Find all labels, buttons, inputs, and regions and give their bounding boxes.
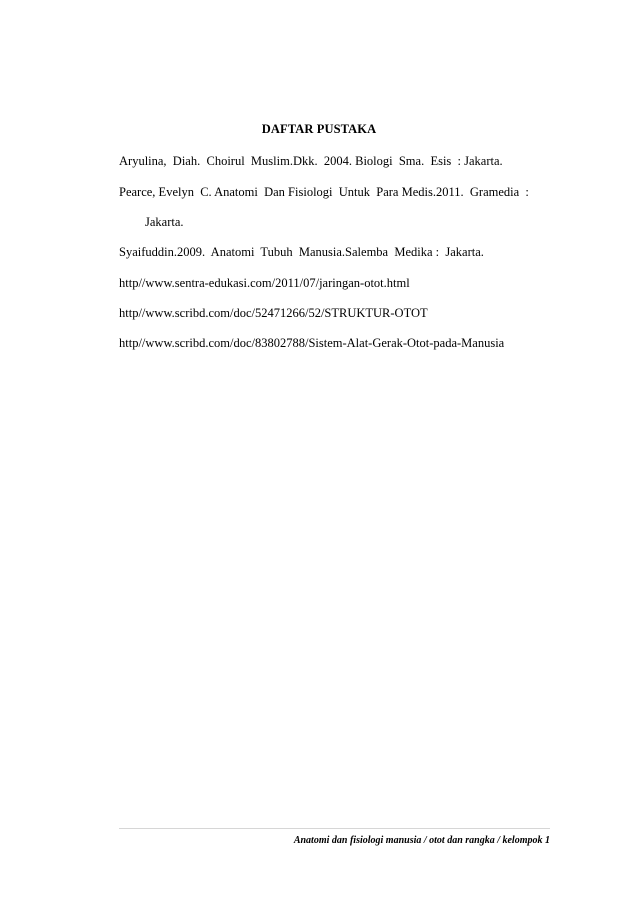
reference-url-scribd-sistem-alat-gerak: http//www.scribd.com/doc/83802788/Sistem-Alat-Gerak-Otot-pada-Manusia xyxy=(119,336,505,350)
reference-url-scribd-struktur-otot: http//www.scribd.com/doc/52471266/52/STRUKTUR-OTOT xyxy=(119,306,428,320)
reference-pearce: Pearce, Evelyn C. Anatomi Dan Fisiologi Untuk Para Medis.2011. Gramedia : xyxy=(119,185,529,199)
page-footer: Anatomi dan fisiologi manusia / otot dan rangka / kelompok 1 xyxy=(293,835,550,846)
reference-aryulina: Aryulina, Diah. Choirul Muslim.Dkk. 2004. Biologi Sma. Esis : Jakarta. xyxy=(119,154,503,168)
reference-pearce-continuation: Jakarta. xyxy=(145,215,184,229)
reference-url-sentra-edukasi: http//www.sentra-edukasi.com/2011/07/jaringan-otot.html xyxy=(119,276,410,290)
reference-syaifuddin: Syaifuddin.2009. Anatomi Tubuh Manusia.Salemba Medika : Jakarta. xyxy=(119,245,484,259)
page-title: DAFTAR PUSTAKA xyxy=(261,122,377,136)
footer-divider xyxy=(119,828,550,829)
